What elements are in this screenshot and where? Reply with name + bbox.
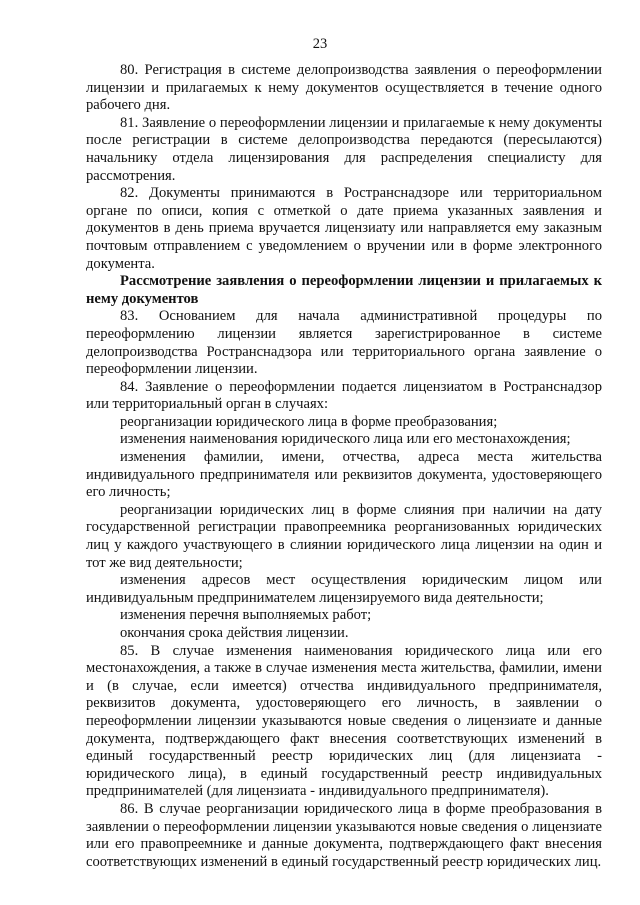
paragraph-80: 80. Регистрация в системе делопроизводства заявления о переоформлении лицензии и прилагаемых к нему документов осуществляется в течение одного рабочего дня. bbox=[86, 62, 602, 114]
list-item-3: изменения фамилии, имени, отчества, адреса места жительства индивидуального предпринимателя или реквизитов документа, удостоверяющего его личность; bbox=[86, 449, 602, 501]
page-number: 23 bbox=[312, 36, 328, 52]
paragraph-81: 81. Заявление о переоформлении лицензии и прилагаемые к нему документы после регистрации в системе делопроизводства передаются (пересылаются) начальнику отдела лицензирования для распределения специалисту для рассмотрения. bbox=[86, 114, 602, 184]
list-item-5: изменения адресов мест осуществления юридическим лицом или индивидуальным предпринимателем лицензируемого вида деятельности; bbox=[86, 572, 602, 606]
list-item-2: изменения наименования юридического лица или его местонахождения; bbox=[120, 431, 571, 448]
list-item-1: реорганизации юридического лица в форме преобразования; bbox=[120, 413, 498, 430]
paragraph-86: 86. В случае реорганизации юридического лица в форме преобразования в заявлении о переоформлении лицензии указываются новые сведения о лицензиате или его правопреемнике и данные документа, подтверждающего факт внесения соответствующих изменений в единый государственный реестр юридических лиц. bbox=[86, 800, 602, 870]
document-body bbox=[86, 62, 602, 871]
list-item-7: окончания срока действия лицензии. bbox=[120, 625, 349, 641]
list-item-4: реорганизации юридических лиц в форме слияния при наличии на дату государственной регистрации правопреемника реорганизованных юридических лиц у каждого участвующего в слиянии юридического лица лицензии на один и тот же вид деятельности; bbox=[86, 501, 602, 571]
paragraph-82: 82. Документы принимаются в Ространснадзоре или территориальном органе по описи, копия с отметкой о дате приема указанных заявления и документов в день приема вручается лицензиату или направляется ему заказным почтовым отправлением с уведомлением о вручении или в форме электронного документа. bbox=[86, 185, 602, 272]
paragraph-85: 85. В случае изменения наименования юридического лица или его местонахождения, а также в случае изменения места жительства, фамилии, имени и (в случае, если имеется) отчества индивидуального предпринимателя, реквизитов документа, удостоверяющего его личность, в заявлении о переоформлении лицензии указываются новые сведения о лицензиате и данные документа, подтверждающего факт внесения соответствующих изменений в единый государственный реестр юридических лиц (для лицензиата - юридического лица), в единый государственный реестр индивидуальных предпринимателей (для лицензиата - индивидуального предпринимателя). bbox=[86, 642, 602, 800]
list-item-6: изменения перечня выполняемых работ; bbox=[120, 607, 372, 624]
paragraph-84: 84. Заявление о переоформлении подается лицензиатом в Ространснадзор или территориальный орган в случаях: bbox=[86, 378, 602, 413]
paragraph-83: 83. Основанием для начала административной процедуры по переоформлению лицензии является зарегистрированное в системе делопроизводства Ространснадзора или территориального органа заявление о переоформлении лицензии. bbox=[86, 308, 602, 378]
section-heading: Рассмотрение заявления о переоформлении лицензии и прилагаемых к нему документов bbox=[86, 273, 602, 307]
